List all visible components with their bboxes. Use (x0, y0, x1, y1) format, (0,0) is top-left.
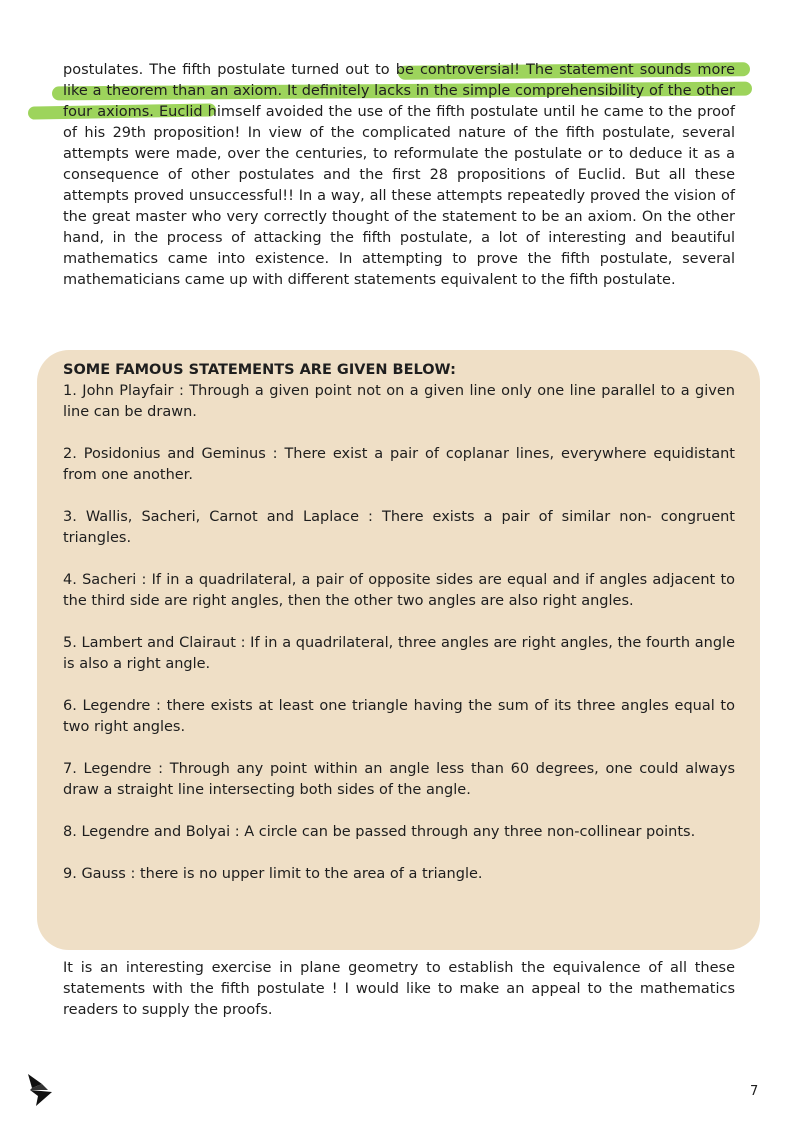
statement-item: 1. John Playfair : Through a given point not on a given line only one line parallel to a given line can be drawn. (63, 383, 735, 420)
page-number: 7 (750, 1084, 759, 1099)
statement-item: 8. Legendre and Bolyai : A circle can be passed through any three non-collinear points. (63, 824, 696, 840)
statement-item: 3. Wallis, Sacheri, Carnot and Laplace : There exists a pair of similar non- congruent triangles. (63, 509, 735, 546)
statement-item: 4. Sacheri : If in a quadrilateral, a pair of opposite sides are equal and if angles adjacent to the third side are right angles, then the other two angles are also right angles. (63, 572, 735, 609)
statement-item: 6. Legendre : there exists at least one triangle having the sum of its three angles equal to two right angles. (63, 698, 735, 735)
box-heading: SOME FAMOUS STATEMENTS ARE GIVEN BELOW: (63, 362, 456, 378)
famous-statements-box (37, 350, 760, 950)
intro-paragraph: postulates. The fifth postulate turned out to be controversial! The statement sounds more like a theorem than an axiom. It definitely lacks in the simple comprehensibility of the other four axioms. Euclid himself avoided the use of the fifth postulate until he came to the proof of his 29th proposition! In view of the complicated nature of the fifth postulate, several attempts were made, over the centuries, to reformulate the postulate or to deduce it as a consequence of other postulates and the first 28 propositions of Euclid. But all these attempts proved unsuccessful!! In a way, all these attempts repeatedly proved the vision of the great master who very correctly thought of the statement to be an axiom. On the other hand, in the process of attacking the fifth postulate, a lot of interesting and beautiful mathematics came into existence. In attempting to prove the fifth postulate, several mathematicians came up with different statements equivalent to the fifth postulate. (63, 62, 735, 288)
closing-paragraph: It is an interesting exercise in plane geometry to establish the equivalence of all these statements with the fifth postulate ! I would like to make an appeal to the mathematics readers to supply the proofs. (63, 960, 735, 1018)
statement-item: 5. Lambert and Clairaut : If in a quadrilateral, three angles are right angles, the fourth angle is also a right angle. (63, 635, 735, 672)
statement-item: 7. Legendre : Through any point within an angle less than 60 degrees, one could always draw a straight line intersecting both sides of the angle. (63, 761, 735, 798)
statement-item: 2. Posidonius and Geminus : There exist a pair of coplanar lines, everywhere equidistant from one another. (63, 446, 735, 483)
statement-item: 9. Gauss : there is no upper limit to the area of a triangle. (63, 866, 483, 882)
bird-logo-icon (26, 1072, 56, 1112)
